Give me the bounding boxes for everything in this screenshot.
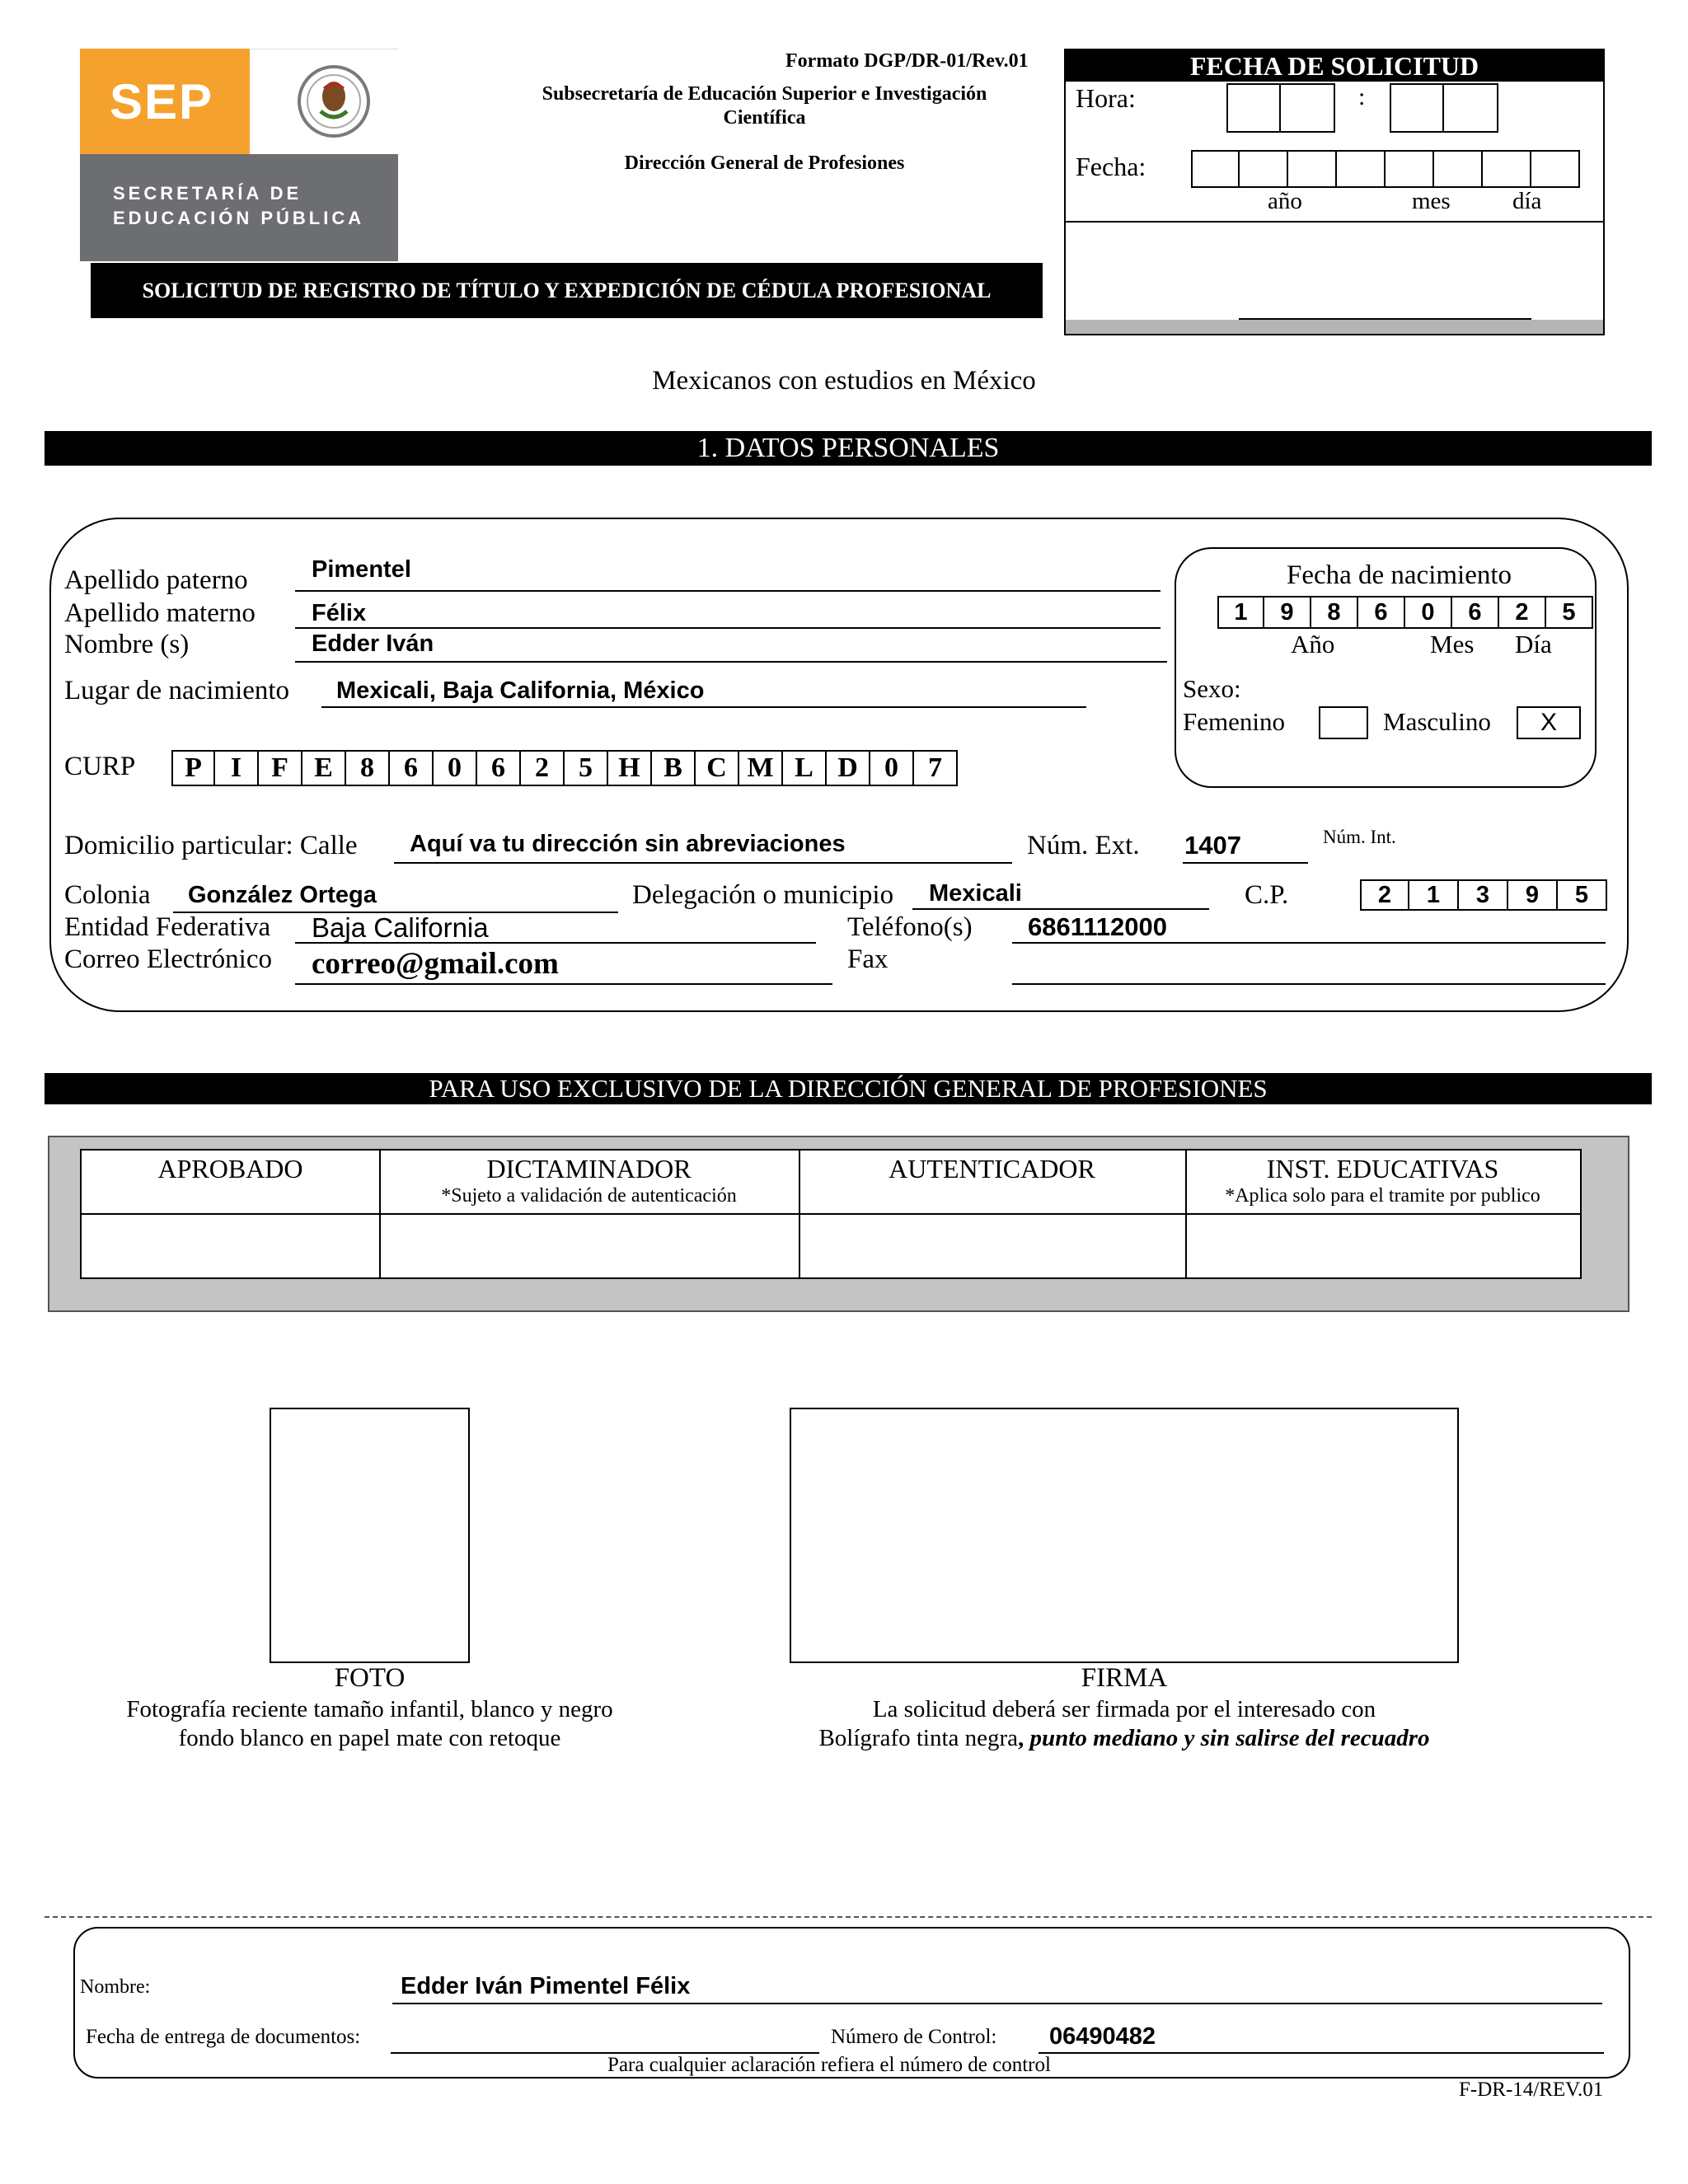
fecha-cells[interactable] bbox=[1191, 150, 1580, 188]
subtitle: Mexicanos con estudios en México bbox=[652, 366, 1036, 396]
apellido-materno-label: Apellido materno bbox=[64, 598, 256, 628]
col-aprobado: APROBADO bbox=[157, 1154, 303, 1183]
nacimiento-mes-label: Mes bbox=[1430, 630, 1475, 658]
calle-label: Domicilio particular: Calle bbox=[64, 831, 358, 860]
nombre-line bbox=[295, 661, 1167, 663]
cell-dictaminador[interactable] bbox=[380, 1215, 799, 1277]
num-int-label: Núm. Int. bbox=[1323, 827, 1396, 847]
correo-value[interactable]: correo@gmail.com bbox=[312, 947, 559, 981]
entidad-label: Entidad Federativa bbox=[64, 912, 271, 942]
femenino-label: Femenino bbox=[1183, 707, 1285, 736]
firma-line1: La solicitud deberá ser firmada por el interesado con bbox=[872, 1696, 1376, 1722]
fax-line bbox=[1012, 983, 1606, 985]
cut-line bbox=[45, 1916, 1652, 1918]
entidad-value[interactable]: Baja California bbox=[312, 912, 489, 943]
nombre-label: Nombre (s) bbox=[64, 630, 190, 659]
form-title bbox=[91, 263, 1043, 318]
correo-line bbox=[295, 983, 832, 985]
sep-logo bbox=[80, 49, 398, 261]
direccion-general: Dirección General de Profesiones bbox=[624, 152, 905, 174]
subsecretaria-line2: Científica bbox=[723, 107, 806, 129]
curp-cell-6: 6 bbox=[390, 750, 434, 786]
cp-digit-3: 3 bbox=[1459, 879, 1508, 911]
hora-hours-cells[interactable] bbox=[1226, 83, 1335, 133]
masculino-mark: X bbox=[1540, 709, 1557, 736]
fecha-anio-label: año bbox=[1268, 188, 1302, 214]
form-title-text: SOLICITUD DE REGISTRO DE TÍTULO Y EXPEDICIÓN DE CÉDULA PROFESIONAL bbox=[142, 279, 992, 302]
delegacion-value[interactable]: Mexicali bbox=[929, 880, 1022, 907]
foto-title: FOTO bbox=[334, 1663, 406, 1693]
fecha-solicitud-box bbox=[1064, 49, 1605, 335]
subsecretaria-line1: Subsecretaría de Educación Superior e Investigación bbox=[542, 83, 987, 105]
foto-box[interactable] bbox=[270, 1408, 470, 1663]
curp-cell-5: 8 bbox=[346, 750, 390, 786]
nacimiento-dia-label: Día bbox=[1515, 630, 1552, 658]
curp-cell-14: M bbox=[739, 750, 783, 786]
firma-title: FIRMA bbox=[1081, 1663, 1168, 1693]
hora-colon: : bbox=[1358, 83, 1366, 110]
fecha-mes-label: mes bbox=[1412, 188, 1451, 214]
nacimiento-digit-5: 0 bbox=[1405, 596, 1452, 629]
cp-cells[interactable] bbox=[1360, 879, 1607, 911]
correo-label: Correo Electrónico bbox=[64, 944, 272, 974]
col-inst-educativas-note: *Aplica solo para el tramite por publico bbox=[1225, 1185, 1540, 1207]
cp-digit-2: 1 bbox=[1409, 879, 1459, 911]
section1-title bbox=[45, 431, 1652, 466]
nacimiento-digit-3: 8 bbox=[1311, 596, 1358, 629]
nacimiento-digit-2: 9 bbox=[1264, 596, 1311, 629]
telefono-line bbox=[1012, 942, 1606, 944]
lugar-nacimiento-line bbox=[321, 706, 1086, 708]
hora-minutes-cells[interactable] bbox=[1390, 83, 1498, 133]
fecha-nacimiento-cells[interactable] bbox=[1217, 596, 1593, 629]
masculino-label: Masculino bbox=[1383, 707, 1491, 736]
curp-cell-11: H bbox=[608, 750, 652, 786]
apellido-materno-line bbox=[295, 627, 1160, 629]
col-dictaminador-note: *Sujeto a validación de autenticación bbox=[441, 1185, 737, 1207]
apellido-materno-value[interactable]: Félix bbox=[312, 600, 367, 626]
cell-autenticador[interactable] bbox=[799, 1215, 1185, 1277]
colonia-label: Colonia bbox=[64, 880, 151, 910]
stub-control-label: Número de Control: bbox=[831, 2026, 997, 2048]
masculino-checkbox[interactable] bbox=[1517, 706, 1581, 739]
logo-ministry-line2: EDUCACIÓN PÚBLICA bbox=[113, 208, 365, 228]
fecha-dia-label: día bbox=[1512, 188, 1542, 214]
mexico-seal-icon bbox=[296, 63, 372, 139]
fecha-label: Fecha: bbox=[1076, 152, 1146, 181]
firma-line2-plain: Bolígrafo tinta negra bbox=[818, 1725, 1019, 1751]
form-code: F-DR-14/REV.01 bbox=[1459, 2079, 1604, 2101]
stub-nombre-label: Nombre: bbox=[80, 1976, 151, 1998]
nacimiento-digit-7: 2 bbox=[1499, 596, 1546, 629]
stub-control-value[interactable]: 06490482 bbox=[1049, 2023, 1156, 2050]
telefono-label: Teléfono(s) bbox=[847, 912, 973, 942]
curp-cell-2: I bbox=[215, 750, 259, 786]
num-ext-label: Núm. Ext. bbox=[1027, 831, 1140, 860]
curp-cell-8: 6 bbox=[477, 750, 521, 786]
stub-nombre-value[interactable]: Edder Iván Pimentel Félix bbox=[401, 1973, 691, 1999]
lugar-nacimiento-label: Lugar de nacimiento bbox=[64, 676, 290, 705]
fecha-solicitud-divider bbox=[1066, 221, 1603, 223]
curp-cell-7: 0 bbox=[434, 750, 477, 786]
col-inst-educativas: INST. EDUCATIVAS bbox=[1266, 1154, 1499, 1183]
num-ext-value[interactable]: 1407 bbox=[1184, 831, 1241, 860]
cp-digit-1: 2 bbox=[1360, 879, 1409, 911]
cell-aprobado[interactable] bbox=[82, 1215, 379, 1277]
hora-label: Hora: bbox=[1076, 83, 1136, 113]
stub-nombre-line bbox=[392, 2003, 1602, 2004]
firma-line2-comma: , bbox=[1018, 1725, 1025, 1751]
num-ext-line bbox=[1183, 862, 1308, 864]
curp-cell-18: 7 bbox=[914, 750, 958, 786]
firma-line2 bbox=[742, 1725, 1507, 1752]
apellido-paterno-line bbox=[295, 590, 1160, 592]
firma-box[interactable] bbox=[790, 1408, 1459, 1663]
curp-cell-12: B bbox=[652, 750, 696, 786]
cp-digit-4: 9 bbox=[1508, 879, 1558, 911]
calle-line bbox=[394, 862, 1012, 864]
nacimiento-digit-4: 6 bbox=[1358, 596, 1405, 629]
cp-label: C.P. bbox=[1245, 880, 1289, 910]
cp-digit-5: 5 bbox=[1558, 879, 1607, 911]
firma-line2-emph: punto mediano y sin salirse del recuadro bbox=[1029, 1725, 1430, 1751]
apellido-paterno-value[interactable]: Pimentel bbox=[312, 556, 411, 583]
uso-exclusivo-title bbox=[45, 1073, 1652, 1104]
curp-cell-16: D bbox=[827, 750, 870, 786]
uso-exclusivo-title-text: PARA USO EXCLUSIVO DE LA DIRECCIÓN GENERAL DE PROFESIONES bbox=[429, 1074, 1268, 1103]
fax-label: Fax bbox=[847, 944, 889, 974]
curp-label: CURP bbox=[64, 752, 136, 781]
stub-note: Para cualquier aclaración refiera el número de control bbox=[607, 2054, 1051, 2076]
col-dictaminador: DICTAMINADOR bbox=[486, 1154, 692, 1183]
uso-exclusivo-table bbox=[80, 1149, 1582, 1279]
stub-entrega-label: Fecha de entrega de documentos: bbox=[86, 2026, 361, 2048]
col-autenticador: AUTENTICADOR bbox=[889, 1154, 1095, 1183]
telefono-value[interactable]: 6861112000 bbox=[1028, 912, 1167, 941]
apellido-paterno-label: Apellido paterno bbox=[64, 565, 248, 595]
calle-value[interactable]: Aquí va tu dirección sin abreviaciones bbox=[410, 831, 846, 857]
lugar-nacimiento-value[interactable]: Mexicali, Baja California, México bbox=[336, 677, 705, 704]
curp-cells[interactable] bbox=[171, 750, 958, 786]
delegacion-line bbox=[912, 908, 1209, 910]
fecha-nacimiento-title: Fecha de nacimiento bbox=[1286, 560, 1512, 590]
cell-inst-educativas[interactable] bbox=[1186, 1215, 1580, 1277]
logo-ministry-line1: SECRETARÍA DE bbox=[113, 183, 302, 204]
nacimiento-digit-8: 5 bbox=[1546, 596, 1593, 629]
nacimiento-digit-6: 6 bbox=[1452, 596, 1499, 629]
colonia-value[interactable]: González Ortega bbox=[188, 882, 377, 908]
logo-acronym: SEP bbox=[110, 74, 214, 129]
format-code: Formato DGP/DR-01/Rev.01 bbox=[785, 50, 1029, 72]
foto-line1: Fotografía reciente tamaño infantil, blanco y negro bbox=[126, 1696, 613, 1722]
curp-cell-15: L bbox=[783, 750, 827, 786]
curp-cell-17: 0 bbox=[870, 750, 914, 786]
foto-line2: fondo blanco en papel mate con retoque bbox=[178, 1725, 561, 1751]
sexo-label: Sexo: bbox=[1183, 674, 1241, 703]
nacimiento-digit-1: 1 bbox=[1217, 596, 1264, 629]
curp-cell-3: F bbox=[259, 750, 302, 786]
curp-cell-1: P bbox=[171, 750, 215, 786]
fecha-solicitud-title-text: FECHA DE SOLICITUD bbox=[1189, 51, 1479, 81]
curp-cell-10: 5 bbox=[565, 750, 608, 786]
curp-cell-13: C bbox=[696, 750, 739, 786]
nombre-value[interactable]: Edder Iván bbox=[312, 630, 434, 657]
curp-cell-9: 2 bbox=[521, 750, 565, 786]
curp-cell-4: E bbox=[302, 750, 346, 786]
fecha-solicitud-title bbox=[1066, 50, 1603, 82]
fecha-solicitud-footer bbox=[1066, 320, 1603, 334]
entidad-line bbox=[295, 942, 816, 944]
section1-title-text: 1. DATOS PERSONALES bbox=[696, 433, 1000, 463]
delegacion-label: Delegación o municipio bbox=[632, 880, 894, 910]
nacimiento-anio-label: Año bbox=[1291, 630, 1335, 658]
femenino-checkbox[interactable] bbox=[1319, 706, 1368, 739]
